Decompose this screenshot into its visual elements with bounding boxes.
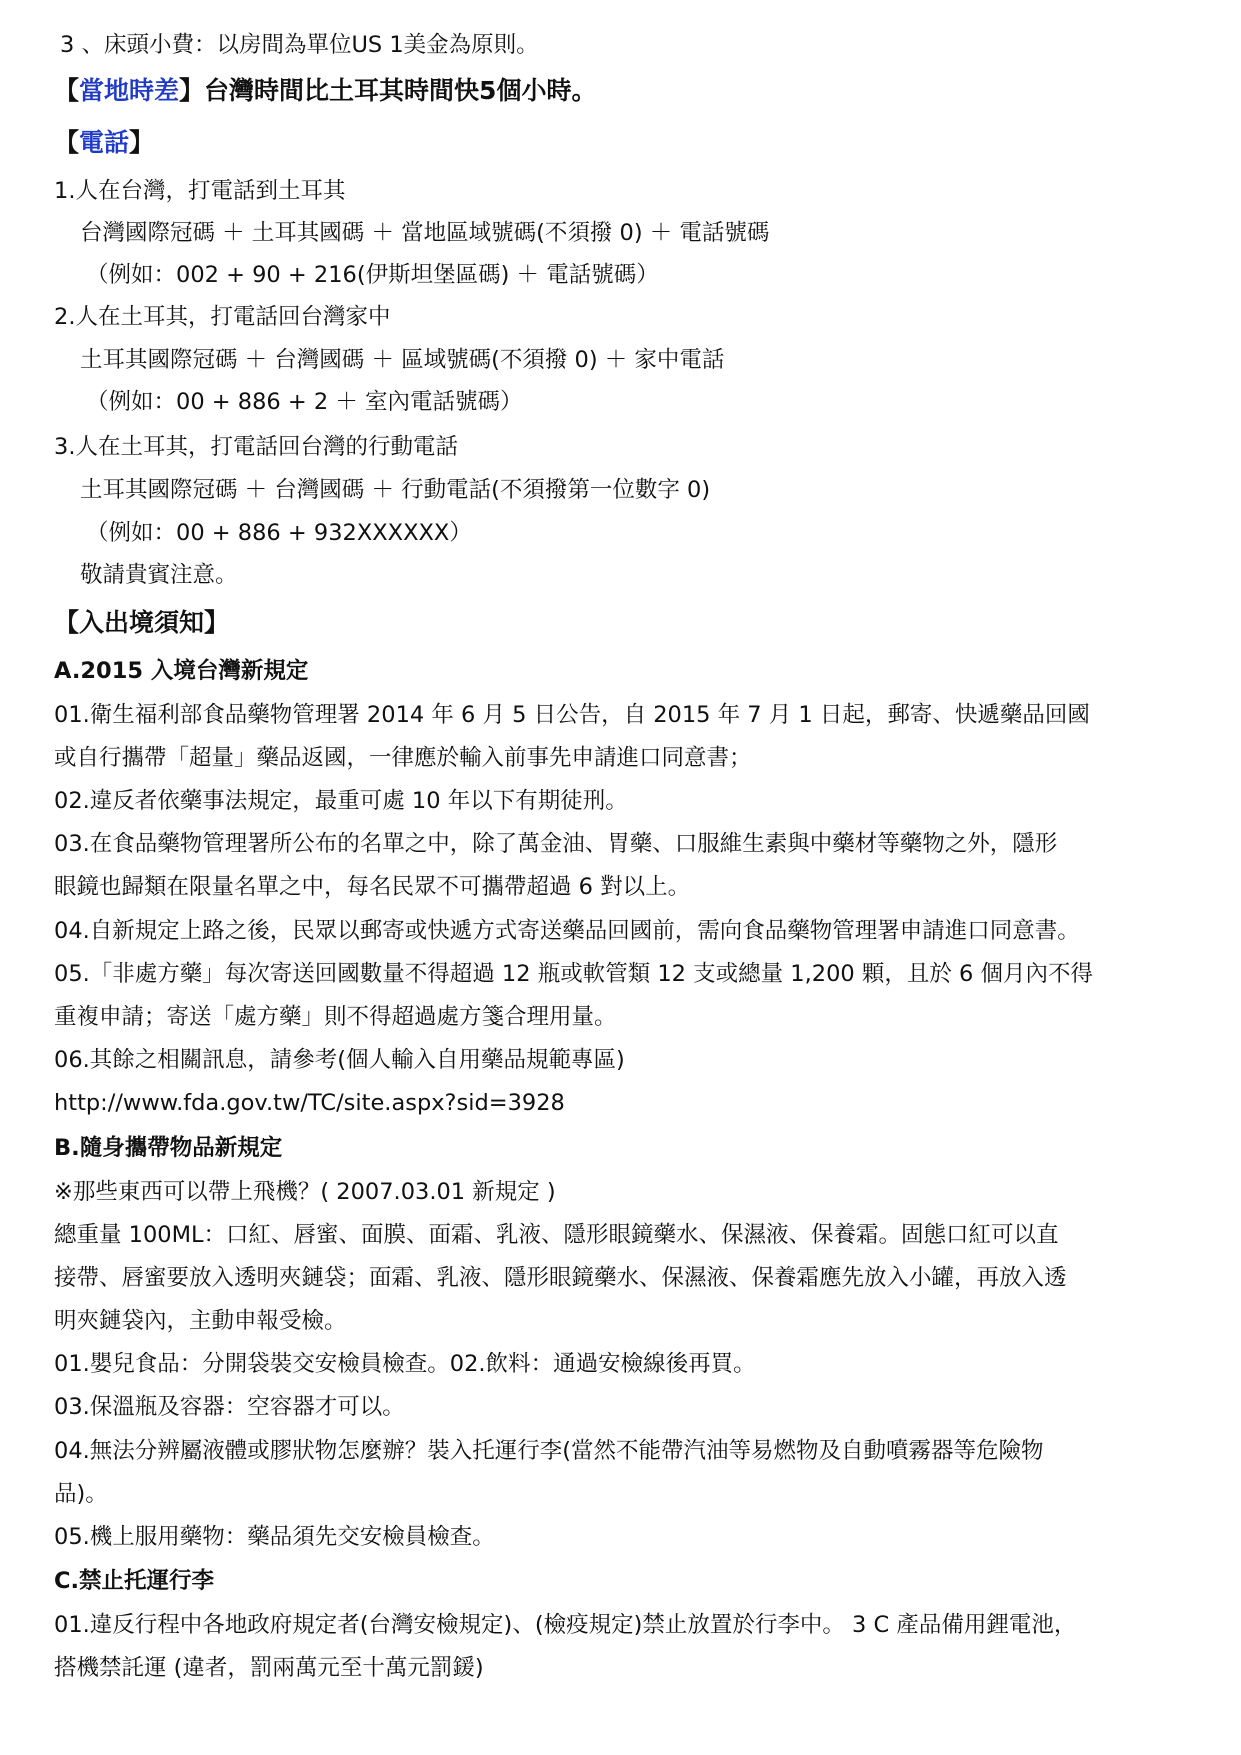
phone-item-1-format: 台灣國際冠碼 ＋ 土耳其國碼 ＋ 當地區域號碼(不須撥 0) ＋ 電話號碼 [80, 220, 770, 246]
bracket-close: 】 [179, 76, 205, 105]
phone-item-1: 1.人在台灣，打電話到土耳其 [54, 178, 346, 204]
bracket-open: 【 [54, 76, 80, 105]
section-c-line: 01.違反行程中各地政府規定者(台灣安檢規定)、(檢疫規定)禁止放置於行李中。 3 C 產品備用鋰電池， [54, 1612, 1077, 1638]
timezone-text: 台灣時間比土耳其時間快5個小時。 [204, 76, 597, 105]
section-a-line: 06.其餘之相關訊息，請參考(個人輸入自用藥品規範專區) [54, 1047, 625, 1073]
section-a-line: 眼鏡也歸類在限量名單之中，每名民眾不可攜帶超過 6 對以上。 [54, 874, 691, 900]
section-b-line: 04.無法分辨屬液體或膠狀物怎麼辦？裝入托運行李(當然不能帶汽油等易燃物及自動噴霧器等危險物 [54, 1438, 1044, 1464]
section-b-line: 接帶、唇蜜要放入透明夾鏈袋；面霜、乳液、隱形眼鏡藥水、保濕液、保養霜應先放入小罐，再放入透 [54, 1265, 1067, 1291]
section-a-line: 02.違反者依藥事法規定，最重可處 10 年以下有期徒刑。 [54, 788, 628, 814]
section-c-title: C.禁止托運行李 [54, 1568, 215, 1594]
section-b-line: 03.保溫瓶及容器：空容器才可以。 [54, 1394, 405, 1420]
phone-heading [54, 128, 154, 158]
tips-line: 3 、床頭小費：以房間為單位US 1美金為原則。 [60, 32, 539, 58]
bracket-close: 】 [129, 128, 155, 157]
section-b-line: 品)。 [54, 1481, 108, 1507]
section-b-title: B.隨身攜帶物品新規定 [54, 1135, 283, 1161]
section-a-line: 01.衛生福利部食品藥物管理署 2014 年 6 月 5 日公告，自 2015 年 7 月 1 日起，郵寄、快遞藥品回國 [54, 702, 1090, 728]
phone-item-2-example: （例如：00 + 886 + 2 ＋ 室內電話號碼） [86, 389, 523, 415]
immigration-heading: 【入出境須知】 [54, 608, 230, 637]
timezone-heading [54, 76, 596, 106]
phone-item-2-format: 土耳其國際冠碼 ＋ 台灣國碼 ＋ 區域號碼(不須撥 0) ＋ 家中電話 [80, 347, 725, 373]
section-a-title: A.2015 入境台灣新規定 [54, 658, 309, 684]
phone-label: 電話 [79, 128, 130, 157]
section-b-line: 總重量 100ML：口紅、唇蜜、面膜、面霜、乳液、隱形眼鏡藥水、保濕液、保養霜。固態口紅可以直 [54, 1222, 1059, 1248]
phone-note: 敬請貴賓注意。 [80, 562, 238, 588]
timezone-label: 當地時差 [79, 76, 180, 105]
phone-item-2: 2.人在土耳其，打電話回台灣家中 [54, 304, 391, 330]
fda-url: http://www.fda.gov.tw/TC/site.aspx?sid=3928 [54, 1090, 565, 1116]
section-a-line: 05.「非處方藥」每次寄送回國數量不得超過 12 瓶或軟管類 12 支或總量 1,200 顆，且於 6 個月內不得 [54, 961, 1093, 987]
section-b-line: ※那些東西可以帶上飛機？( 2007.03.01 新規定 ) [54, 1179, 556, 1205]
section-c-line: 搭機禁託運 (違者，罰兩萬元至十萬元罰鍰) [54, 1655, 484, 1681]
section-b-line: 05.機上服用藥物：藥品須先交安檢員檢查。 [54, 1524, 495, 1550]
section-a-line: 重複申請；寄送「處方藥」則不得超過處方箋合理用量。 [54, 1004, 617, 1030]
section-a-line: 04.自新規定上路之後，民眾以郵寄或快遞方式寄送藥品回國前，需向食品藥物管理署申請進口同意書。 [54, 918, 1080, 944]
phone-item-1-example: （例如：002 + 90 + 216(伊斯坦堡區碼) ＋ 電話號碼） [86, 262, 659, 288]
section-b-line: 01.嬰兒食品：分開袋裝交安檢員檢查。02.飲料：通過安檢線後再買。 [54, 1351, 756, 1377]
phone-item-3: 3.人在土耳其，打電話回台灣的行動電話 [54, 434, 458, 460]
section-a-line: 或自行攜帶「超量」藥品返國，一律應於輸入前事先申請進口同意書； [54, 745, 752, 771]
section-a-line: 03.在食品藥物管理署所公布的名單之中，除了萬金油、胃藥、口服維生素與中藥材等藥物之外，隱形 [54, 831, 1058, 857]
phone-item-3-example: （例如：00 + 886 + 932XXXXXX） [86, 520, 472, 546]
section-b-line: 明夾鏈袋內，主動申報受檢。 [54, 1308, 347, 1334]
bracket-open: 【 [54, 128, 80, 157]
phone-item-3-format: 土耳其國際冠碼 ＋ 台灣國碼 ＋ 行動電話(不須撥第一位數字 0) [80, 477, 711, 503]
